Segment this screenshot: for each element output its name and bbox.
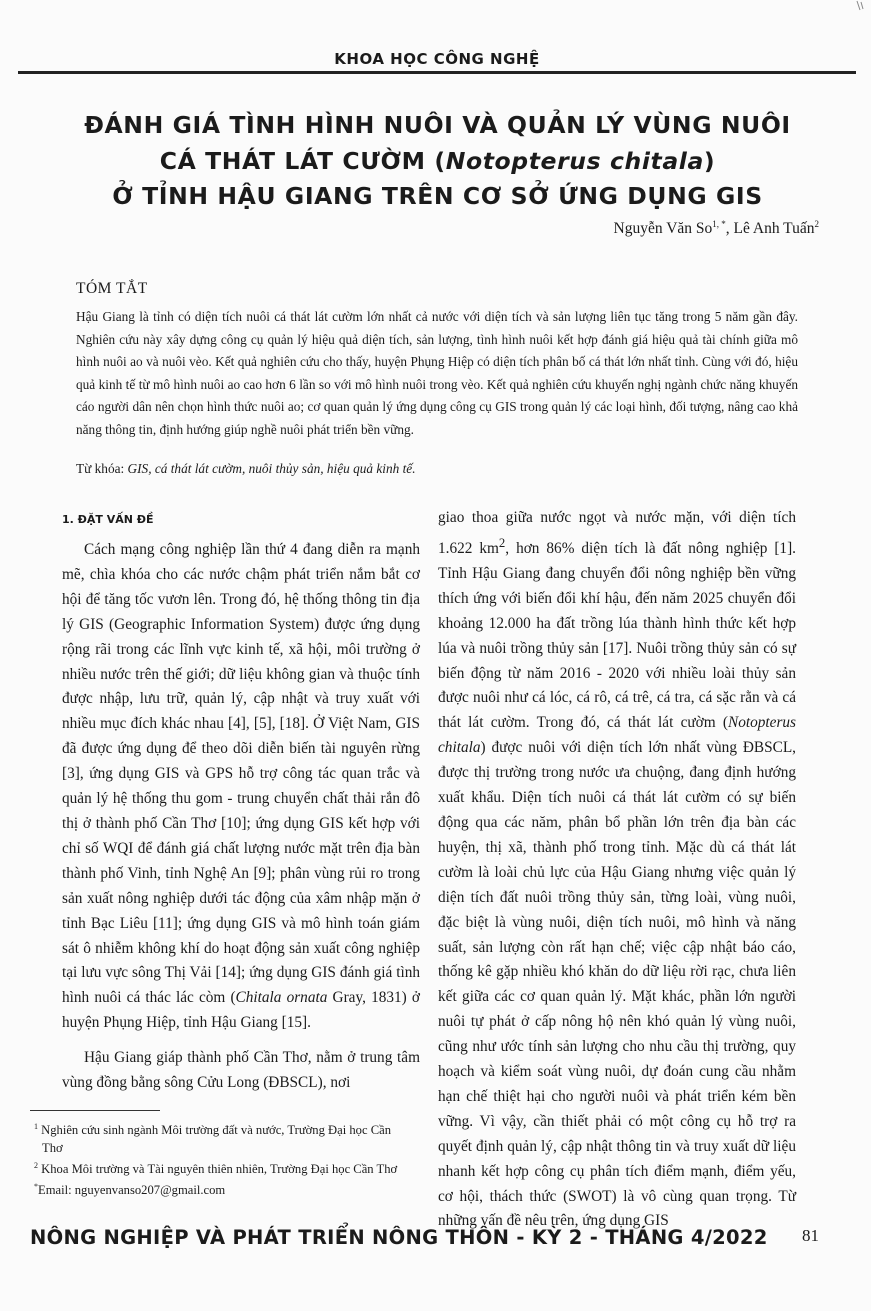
article-title: [30, 108, 845, 215]
left-column: [62, 538, 420, 1096]
section-header: KHOA HỌC CÔNG NGHỆ: [334, 50, 540, 68]
left-paragraph-1-text: Cách mạng công nghiệp lần thứ 4 đang diễn ra mạnh mẽ, chìa khóa cho các nước chậm phát triển nắm bắt cơ hội để tăng tốc vươn lên. Trong đó, hệ thống thông tin địa lý GIS (Geographic Information System) được ứng dụng rộng rãi trong các lĩnh vực kinh tế, xã hội, môi trường ở nhiều nước trên thế giới; dữ liệu không gian và thuộc tính được nhập, lưu trữ, quản lý, cập nhật và truy xuất với nhiều mục đích khác nhau [4], [5], [18]. Ở Việt Nam, GIS đã được ứng dụng để theo dõi diễn biến tài nguyên rừng [3], ứng dụng GIS và GPS hỗ trợ công tác quan trắc và quản lý hệ thống thu gom - trung chuyển chất thải rắn đô thị ở thành phố Cần Thơ [10]; ứng dụng GIS kết hợp với chỉ số WQI để đánh giá chất lượng nước mặt trên địa bàn thành phố Vinh, tỉnh Nghệ An [9]; phân vùng rủi ro trong sản xuất nông nghiệp dưới tác động của xâm nhập mặn ở tỉnh Bạc Liêu [11]; ứng dụng GIS và mô hình toán giám sát ô nhiễm không khí do hoạt động sản xuất công nghiệp tại lưu vực sông Thị Vải [14]; ứng dụng GIS đánh giá tình hình nuôi cá thác lác còm (: [62, 541, 420, 1007]
authors: [614, 219, 819, 238]
right-paragraph-1: [438, 506, 796, 1234]
abstract-heading: TÓM TẮT: [76, 280, 148, 297]
footnote-2: [32, 1157, 412, 1178]
footnote-email: [32, 1178, 412, 1199]
scan-mark-icon: [855, 0, 865, 12]
page-number: 81: [802, 1226, 819, 1245]
footnote-1-text: Nghiên cứu sinh ngành Môi trường đất và nước, Trường Đại học Cần Thơ: [38, 1123, 391, 1156]
right-column: [438, 506, 796, 1234]
title-line-2-prefix: CÁ THÁT LÁT CƯỜM (: [159, 146, 446, 175]
left-scientific-name: Chitala ornata: [235, 989, 328, 1007]
author-2: Lê Anh Tuấn: [733, 220, 815, 238]
footnote-1: [32, 1118, 412, 1157]
section-1-heading: 1. ĐẶT VẤN ĐỀ: [62, 513, 154, 526]
title-line-3: Ở TỈNH HẬU GIANG TRÊN CƠ SỞ ỨNG DỤNG GIS: [112, 182, 763, 210]
footnote-1-marker: 1: [34, 1122, 38, 1131]
footnotes: [32, 1118, 412, 1200]
title-line-1: ĐÁNH GIÁ TÌNH HÌNH NUÔI VÀ QUẢN LÝ VÙNG NUÔI: [84, 111, 791, 139]
journal-footer: NÔNG NGHIỆP VÀ PHÁT TRIỂN NÔNG THÔN - KỲ 2 - THÁNG 4/2022: [30, 1226, 768, 1249]
title-line-2: [30, 144, 845, 180]
footnote-rule: [30, 1110, 160, 1111]
right-text-c: ) được nuôi với diện tích lớn nhất vùng ĐBSCL, được thị trường trong nước ưa chuộng, đang định hướng xuất khẩu. Diện tích nuôi cá thát lát cườm có sự biến động qua các năm, phân bổ phần lớn trên địa bàn các huyện, thị xã, thành phố trong tỉnh. Mặc dù cá thát lát cườm là loài chủ lực của Hậu Giang nhưng việc quản lý diện tích đất nuôi trồng thủy sản, từng loài, vùng nuôi, đặc biệt là vùng nuôi, diện tích nuôi, mô hình và năng suất, sản lượng còn rất hạn chế; việc cập nhật báo cáo, thống kê gặp nhiều khó khăn do dữ liệu rời rạc, chưa liên kết giữa các cơ quan quản lý. Mặt khác, phần lớn người nuôi tự phát ở cấp nông hộ nên khó quản lý vùng nuôi, cũng như ước tính sản lượng cho nhu cầu thị trường, quy hoạch và kiểm soát vùng nuôi, dự đoán cung cầu nhằm hạn chế thiệt hại cho người nuôi và phát triển kém bền vững. Vì vậy, cần thiết phải có một công cụ hỗ trợ ra quyết định quản lý, cập nhật thông tin và truy xuất dữ liệu nhanh kết hợp công cụ phân tích điểm mạnh, điểm yếu, cơ hội, thách thức (SWOT) là vô cùng quan trọng. Từ những vấn đề nêu trên, ứng dụng GIS: [438, 739, 796, 1230]
left-paragraph-1-end: huyện Phụng Hiệp, tỉnh Hậu Giang [15].: [62, 1014, 311, 1032]
footnote-2-text: Khoa Môi trường và Tài nguyên thiên nhiên, Trường Đại học Cần Thơ: [38, 1162, 398, 1177]
keywords-label: Từ khóa:: [76, 461, 128, 476]
email-text: Email: nguyenvanso207@gmail.com: [38, 1183, 226, 1198]
left-sci-author: Gray, 1831) ở: [327, 989, 420, 1007]
right-text-b: , hơn 86% diện tích là đất nông nghiệp [1]. Tỉnh Hậu Giang đang chuyển đổi nông nghiệp bền vững thích ứng với biến đổi khí hậu, đến năm 2025 chuyển đổi khoảng 12.000 ha đất trồng lúa thành hình thức kết hợp lúa và nuôi trồng thủy sản [17]. Nuôi trồng thủy sản có sự biến động từ năm 2016 - 2020 với nhiều loài thủy sản được nuôi như cá lóc, cá rô, cá trê, cá tra, cá sặc rằn và cá thát lát cườm. Trong đó, cá thát lát cườm (: [438, 540, 796, 732]
right-scientific-name: Notopterus chitala: [438, 714, 796, 757]
author-1: Nguyễn Văn So: [613, 220, 713, 238]
left-paragraph-1: [62, 538, 420, 1036]
keywords-list: GIS, cá thát lát cườm, nuôi thủy sản, hiệu quả kinh tế.: [127, 461, 416, 476]
right-text-a: giao thoa giữa nước ngọt và nước mặn, với diện tích 1.622 km: [438, 509, 796, 557]
author-separator: ,: [725, 220, 734, 238]
author-1-affiliation: 1, *: [712, 219, 726, 229]
right-superscript: 2: [498, 535, 506, 550]
header-rule: [18, 71, 856, 74]
author-2-affiliation: 2: [814, 219, 819, 229]
keywords: [76, 461, 798, 477]
abstract-text: Hậu Giang là tỉnh có diện tích nuôi cá thát lát cườm lớn nhất cả nước với diện tích và sản lượng liên tục tăng trong 5 năm gần đây. Nghiên cứu này xây dựng công cụ quản lý hiệu quả diện tích, sản lượng, tình hình nuôi kết hợp đánh giá hiệu quả tài chính giữa mô hình nuôi ao và nuôi vèo. Kết quả nghiên cứu cho thấy, huyện Phụng Hiệp có diện tích phân bố cá thát lớn nhất tỉnh. Cùng với đó, hiệu quả kinh tế từ mô hình nuôi ao cao hơn 6 lần so với mô hình nuôi trong vèo. Kết quả nghiên cứu khuyến nghị ngành chức năng khuyến cáo người dân nên chọn hình thức nuôi ao; cơ quan quản lý ứng dụng công cụ GIS trong quản lý các loại hình, đối tượng, nâng cao khả năng thông tin, định hướng giúp nghề nuôi phát triển bền vững.: [76, 309, 798, 437]
title-scientific-name: Notopterus chitala: [445, 146, 704, 175]
footnote-2-marker: 2: [34, 1161, 38, 1171]
title-line-2-suffix: ): [703, 146, 716, 175]
email-marker: *: [34, 1182, 38, 1192]
left-paragraph-2: Hậu Giang giáp thành phố Cần Thơ, nằm ở trung tâm vùng đồng bằng sông Cửu Long (ĐBSCL), nơi: [62, 1049, 420, 1092]
